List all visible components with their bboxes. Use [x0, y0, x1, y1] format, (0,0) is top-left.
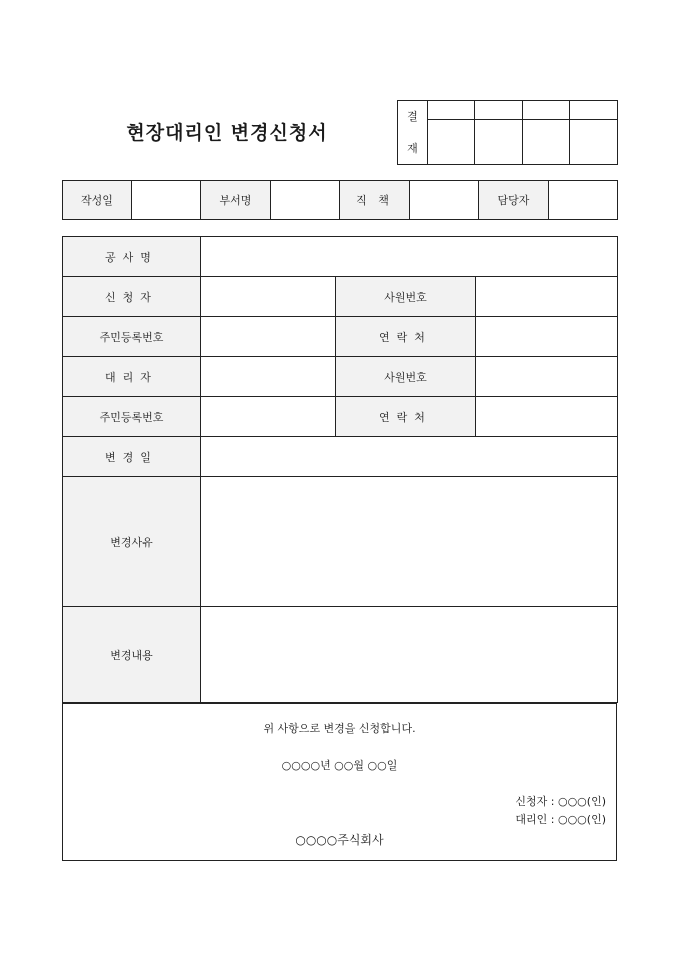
position-field[interactable]: [410, 181, 479, 220]
agent-resident-no-field[interactable]: [201, 397, 336, 437]
change-content-field[interactable]: [201, 607, 618, 703]
date-label: 작성일: [63, 181, 132, 220]
statement-text: 위 사항으로 변경을 신청합니다.: [263, 722, 416, 735]
company-name: ○○○○주식회사: [295, 833, 384, 847]
applicant-signature: 신청자 : ○○○(인): [515, 795, 606, 808]
contact-text: 연락처: [379, 330, 432, 344]
employee-no-label: 사원번호: [336, 277, 476, 317]
project-name-text: 공사명: [105, 250, 158, 264]
agent-text: 대리자: [105, 370, 158, 384]
project-name-label: [63, 237, 201, 277]
dept-field[interactable]: [271, 181, 340, 220]
agent-resident-no-label: 주민등록번호: [63, 397, 201, 437]
contact-field[interactable]: [476, 317, 618, 357]
change-content-label: 변경내용: [63, 607, 201, 703]
position-label-text: 직 책: [356, 194, 393, 207]
position-label: [340, 181, 410, 220]
applicant-field[interactable]: [201, 277, 336, 317]
approval-cell[interactable]: [428, 101, 475, 120]
approval-label-top: 결: [407, 109, 418, 123]
applicant-text: 신청자: [105, 290, 158, 304]
document-title: 현장대리인 변경신청서: [126, 122, 328, 144]
contact-label: [336, 317, 476, 357]
change-reason-field[interactable]: [201, 477, 618, 607]
resident-no-label: 주민등록번호: [63, 317, 201, 357]
approval-label-bottom: 재: [407, 141, 418, 155]
employee-no-field[interactable]: [476, 277, 618, 317]
change-date-label: [63, 437, 201, 477]
application-form: [62, 236, 618, 703]
agent-field[interactable]: [201, 357, 336, 397]
dept-label: 부서명: [201, 181, 271, 220]
signature-cell[interactable]: [570, 120, 618, 165]
approval-cell[interactable]: [523, 101, 570, 120]
applicant-label: [63, 277, 201, 317]
approval-label: [398, 101, 428, 165]
agent-employee-no-label: 사원번호: [336, 357, 476, 397]
approval-box: [397, 100, 618, 165]
date-line: ○○○○년 ○○월 ○○일: [281, 759, 398, 772]
manager-field[interactable]: [549, 181, 618, 220]
approval-cell[interactable]: [570, 101, 618, 120]
signature-cell[interactable]: [523, 120, 570, 165]
resident-no-field[interactable]: [201, 317, 336, 357]
footer-statement-box: [62, 703, 617, 861]
signature-cell[interactable]: [428, 120, 475, 165]
approval-cell[interactable]: [475, 101, 523, 120]
manager-label: 담당자: [479, 181, 549, 220]
agent-signature: 대리인 : ○○○(인): [515, 813, 606, 826]
agent-contact-text: 연락처: [379, 410, 432, 424]
change-date-text: 변경일: [105, 450, 158, 464]
agent-label: [63, 357, 201, 397]
project-name-field[interactable]: [201, 237, 618, 277]
agent-contact-field[interactable]: [476, 397, 618, 437]
header-info-row: [62, 180, 618, 220]
signature-cell[interactable]: [475, 120, 523, 165]
change-date-field[interactable]: [201, 437, 618, 477]
agent-contact-label: [336, 397, 476, 437]
agent-employee-no-field[interactable]: [476, 357, 618, 397]
change-reason-label: 변경사유: [63, 477, 201, 607]
date-field[interactable]: [132, 181, 201, 220]
